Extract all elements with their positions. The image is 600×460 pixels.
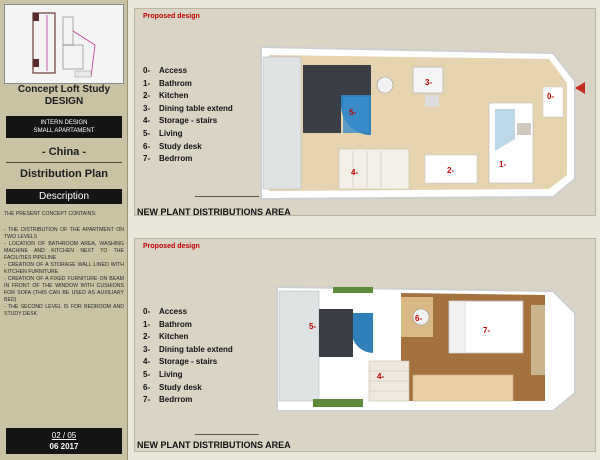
legend-label: Bedrrom — [159, 154, 193, 164]
key-plan-thumbnail — [4, 4, 124, 84]
page-number: 02 / 05 — [51, 431, 77, 440]
description-item: - THE SECOND LEVEL IS FOR BEDROOM AND STUDY DESK — [4, 304, 124, 317]
plan-label: 5- — [309, 322, 317, 331]
legend-num: 6- — [143, 141, 151, 151]
divider — [6, 162, 122, 163]
panel-footer-title: NEW PLANT DISTRIBUTIONS AREA — [137, 207, 291, 217]
key-plan-drawing — [5, 5, 123, 83]
legend-item — [143, 369, 233, 382]
legend-item — [143, 306, 233, 319]
legend-label: Living — [159, 369, 183, 379]
intern-line1: INTERN DESIGN — [40, 120, 88, 126]
legend-label: Bedrrom — [159, 395, 193, 405]
plan-label: 3- — [425, 78, 433, 87]
legend-num: 7- — [143, 154, 151, 164]
description-item: - THE DISTRIBUTION OF THE APARTMENT ON TWO LEVELS — [4, 227, 124, 240]
legend-label: Dining table extend — [159, 344, 233, 354]
plan-panel-level-2 — [134, 238, 596, 452]
plan-label: 4- — [377, 372, 385, 381]
description-item: - CREATION OF A STORAGE WALL LINED WITH KITCHEN FURNITURE — [4, 262, 124, 275]
project-title — [0, 84, 128, 108]
legend-num: 1- — [143, 319, 151, 329]
project-title-line1: Concept Loft Study — [17, 84, 111, 95]
legend-item — [143, 65, 233, 78]
description-list — [4, 227, 124, 318]
footer-rule — [195, 196, 259, 197]
legend-item — [143, 141, 233, 154]
legend-label: Storage - stairs — [159, 357, 218, 367]
legend-num: 0- — [143, 66, 151, 75]
plan-label: 4- — [351, 168, 359, 177]
legend-num: 0- — [143, 307, 151, 316]
legend-num: 3- — [143, 103, 151, 113]
legend-num: 4- — [143, 116, 151, 126]
legend-item — [143, 394, 233, 407]
footer-rule — [195, 434, 259, 435]
proposed-design-label: Proposed design — [143, 13, 200, 20]
entry-arrow-icon — [575, 81, 587, 95]
legend-item — [143, 78, 233, 91]
legend-item — [143, 103, 233, 116]
legend-item — [143, 90, 233, 103]
legend-item — [143, 344, 233, 357]
intern-line2: SMALL APARTAMENT — [33, 128, 95, 134]
description-intro: THE PRESENT CONCEPT CONTAINS: — [4, 211, 97, 217]
floor-plan-level-1 — [253, 39, 579, 203]
legend-label: Bathrom — [159, 319, 192, 329]
legend-label: Kitchen — [159, 91, 189, 101]
plan-panel-level-1 — [134, 8, 596, 216]
legend-num: 4- — [143, 357, 151, 367]
description-item: - CREATION OF A FIXED FURNITURE ON BEAM IN FRONT OF THE WINDOW WITH CUSHIONS FOR SOFA (THIS CAN BE USED AS AUXILIARY BED) — [4, 276, 124, 303]
legend-label: Living — [159, 128, 183, 138]
plan-label: 2- — [447, 166, 455, 175]
page-date-box — [6, 428, 122, 454]
legend-num: 2- — [143, 91, 151, 101]
legend-item — [143, 153, 233, 166]
date: 06 2017 — [49, 442, 79, 451]
intern-design-box — [6, 116, 122, 138]
legend-item — [143, 128, 233, 141]
floor-plan-level-2 — [273, 283, 579, 413]
legend-num: 5- — [143, 369, 151, 379]
legend-label: Dining table extend — [159, 103, 233, 113]
legend-label: Bathrom — [159, 78, 192, 88]
description-header: Description — [6, 189, 122, 204]
plan-label: 5- — [349, 108, 357, 117]
project-title-line2: DESIGN — [44, 96, 84, 107]
legend-label: Study desk — [159, 141, 202, 151]
legend-label: Access — [159, 307, 188, 316]
legend-num: 3- — [143, 344, 151, 354]
plan-label: 7- — [483, 326, 491, 335]
legend-num: 5- — [143, 128, 151, 138]
proposed-design-label: Proposed design — [143, 243, 200, 250]
sidebar — [0, 0, 128, 460]
description-item: - LOCATION OF BATHROOM AREA, WASHING MACHINE AND KITCHEN NEXT TO THE FACILITIES PIPELINE — [4, 241, 124, 261]
legend-num: 6- — [143, 382, 151, 392]
legend-item — [143, 319, 233, 332]
section-title: Distribution Plan — [20, 168, 108, 180]
plan-label: 0- — [547, 92, 555, 101]
legend-item — [143, 115, 233, 128]
legend-label: Access — [159, 66, 188, 75]
legend-label: Study desk — [159, 382, 202, 392]
location-label: - China - — [42, 146, 86, 158]
panel-footer-title: NEW PLANT DISTRIBUTIONS AREA — [137, 440, 291, 450]
legend-num: 2- — [143, 332, 151, 342]
legend-item — [143, 331, 233, 344]
legend-label: Kitchen — [159, 332, 189, 342]
legend-label: Storage - stairs — [159, 116, 218, 126]
legend — [143, 65, 233, 166]
legend-item — [143, 356, 233, 369]
legend-item — [143, 382, 233, 395]
plan-label: 1- — [499, 160, 507, 169]
legend — [143, 306, 233, 407]
legend-num: 1- — [143, 78, 151, 88]
plan-label: 6- — [415, 314, 423, 323]
legend-num: 7- — [143, 395, 151, 405]
